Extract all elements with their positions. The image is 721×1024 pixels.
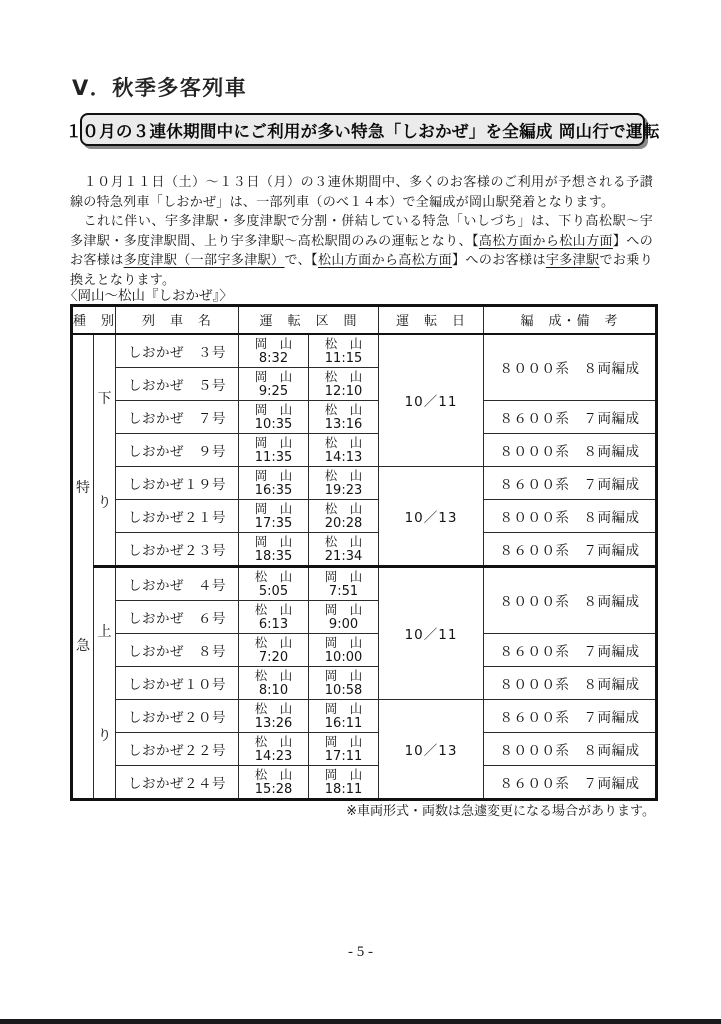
formation: ８０００系 ８両編成: [484, 499, 657, 532]
table-header-row: [72, 306, 657, 334]
arrival-cell: 松 山 11:15: [309, 334, 379, 368]
formation: ８６００系 ７両編成: [484, 400, 657, 433]
table-row: [72, 532, 657, 566]
departure-cell: 松 山 13:26: [239, 699, 309, 732]
train-name: しおかぜ１９号: [116, 466, 239, 499]
table-note: ※車両形式・両数は急遽変更になる場合があります。: [346, 804, 655, 819]
train-name: しおかぜ２０号: [116, 699, 239, 732]
formation: ８０００系 ８両編成: [484, 566, 657, 633]
train-name: しおかぜ ５号: [116, 367, 239, 400]
train-type-cell: [72, 334, 94, 800]
direction-char: 上: [97, 623, 112, 640]
intro-paragraph-2: [70, 212, 653, 290]
header-section: 運 転 区 間: [239, 306, 379, 334]
departure-cell: 松 山 14:23: [239, 732, 309, 765]
header-type: 種 別: [72, 306, 116, 334]
train-name: しおかぜ ３号: [116, 334, 239, 368]
intro-segment-underlined: 宇多津駅: [545, 253, 600, 268]
formation: ８０００系 ８両編成: [484, 433, 657, 466]
train-name: しおかぜ ４号: [116, 566, 239, 600]
run-date: 10／11: [379, 566, 484, 699]
intro-segment-underlined: 松山方面から高松方面: [317, 253, 453, 268]
formation: ８０００系 ８両編成: [484, 732, 657, 765]
table-caption: 〈岡山～松山『しおかぜ』〉: [64, 288, 233, 304]
arrival-cell: 岡 山 16:11: [309, 699, 379, 732]
train-name: しおかぜ２１号: [116, 499, 239, 532]
arrival-cell: 松 山 21:34: [309, 532, 379, 566]
train-name: しおかぜ ８号: [116, 633, 239, 666]
departure-cell: 松 山 15:28: [239, 765, 309, 799]
direction-char: 下: [97, 390, 112, 407]
table-row: [72, 633, 657, 666]
train-name: しおかぜ２４号: [116, 765, 239, 799]
intro-segment: で、【: [284, 253, 318, 268]
formation: ８０００系 ８両編成: [484, 666, 657, 699]
departure-cell: 松 山 7:20: [239, 633, 309, 666]
direction-down-cell: [94, 334, 116, 567]
table-row: [72, 334, 657, 368]
train-name: しおかぜ１０号: [116, 666, 239, 699]
arrival-cell: 岡 山 9:00: [309, 600, 379, 633]
table-row: [72, 566, 657, 600]
train-name: しおかぜ ６号: [116, 600, 239, 633]
run-date: 10／13: [379, 699, 484, 799]
train-name: しおかぜ２３号: [116, 532, 239, 566]
header-date: 運 転 日: [379, 306, 484, 334]
arrival-cell: 岡 山 7:51: [309, 566, 379, 600]
type-char: 特: [76, 480, 90, 496]
departure-cell: 岡 山 16:35: [239, 466, 309, 499]
arrival-cell: 岡 山 18:11: [309, 765, 379, 799]
formation: ８６００系 ７両編成: [484, 633, 657, 666]
intro-text: [70, 173, 653, 290]
departure-cell: 岡 山 17:35: [239, 499, 309, 532]
direction-char: り: [97, 494, 112, 511]
departure-cell: 松 山 6:13: [239, 600, 309, 633]
run-date: 10／11: [379, 334, 484, 467]
direction-char: り: [97, 727, 112, 744]
train-name: しおかぜ２２号: [116, 732, 239, 765]
run-date: 10／13: [379, 466, 484, 566]
arrival-cell: 岡 山 17:11: [309, 732, 379, 765]
direction-up-cell: [94, 566, 116, 799]
table-row: [72, 400, 657, 433]
table-row: [72, 433, 657, 466]
arrival-cell: 松 山 14:13: [309, 433, 379, 466]
table-row: [72, 466, 657, 499]
timetable: [70, 304, 658, 801]
arrival-cell: 松 山 13:16: [309, 400, 379, 433]
intro-segment: でお乗り換えとなります。: [70, 253, 654, 288]
intro-segment: 】へのお客様は: [70, 233, 653, 268]
departure-cell: 岡 山 8:32: [239, 334, 309, 368]
table-row: [72, 732, 657, 765]
type-char: 急: [76, 638, 90, 654]
formation: ８６００系 ７両編成: [484, 466, 657, 499]
header-train-name: 列 車 名: [116, 306, 239, 334]
formation: ８６００系 ７両編成: [484, 699, 657, 732]
bottom-edge-bar: [0, 1019, 721, 1024]
intro-segment-underlined: 多度津駅（一部宇多津駅）: [123, 253, 285, 268]
departure-cell: 松 山 5:05: [239, 566, 309, 600]
intro-segment: これに伴い、宇多津駅・多度津駅で分割・併結している特急「いしづち」は、下り高松駅～宇多津駅・多度津駅間、上り宇多津駅～高松駅間のみの運転となり、【: [70, 214, 653, 249]
table-row: [72, 499, 657, 532]
train-name: しおかぜ ７号: [116, 400, 239, 433]
formation: ８６００系 ７両編成: [484, 532, 657, 566]
headline-box: [65, 113, 660, 146]
header-formation: 編 成・備 考: [484, 306, 657, 334]
table-row: [72, 699, 657, 732]
arrival-cell: 岡 山 10:58: [309, 666, 379, 699]
arrival-cell: 松 山 19:23: [309, 466, 379, 499]
departure-cell: 岡 山 9:25: [239, 367, 309, 400]
table-row: [72, 765, 657, 799]
arrival-cell: 松 山 20:28: [309, 499, 379, 532]
page-title: Ⅴ．秋季多客列車: [72, 76, 248, 100]
arrival-cell: 松 山 12:10: [309, 367, 379, 400]
departure-cell: 松 山 8:10: [239, 666, 309, 699]
departure-cell: 岡 山 10:35: [239, 400, 309, 433]
arrival-cell: 岡 山 10:00: [309, 633, 379, 666]
page-number: - 5 -: [348, 944, 373, 960]
departure-cell: 岡 山 18:35: [239, 532, 309, 566]
formation: ８６００系 ７両編成: [484, 765, 657, 799]
intro-paragraph-1: １０月１１日（土）～１３日（月）の３連休期間中、多くのお客様のご利用が予想される予讃線の特急列車「しおかぜ」は、一部列車（のべ１４本）で全編成が岡山駅発着となります。: [70, 175, 653, 210]
intro-segment: 】へのお客様は: [452, 253, 546, 268]
departure-cell: 岡 山 11:35: [239, 433, 309, 466]
headline-text: １０月の３連休期間中にご利用が多い特急「しおかぜ」を全編成 岡山行で運転: [65, 121, 660, 141]
intro-segment-underlined: 高松方面から松山方面: [478, 233, 613, 249]
formation: ８０００系 ８両編成: [484, 334, 657, 401]
train-name: しおかぜ ９号: [116, 433, 239, 466]
table-row: [72, 666, 657, 699]
